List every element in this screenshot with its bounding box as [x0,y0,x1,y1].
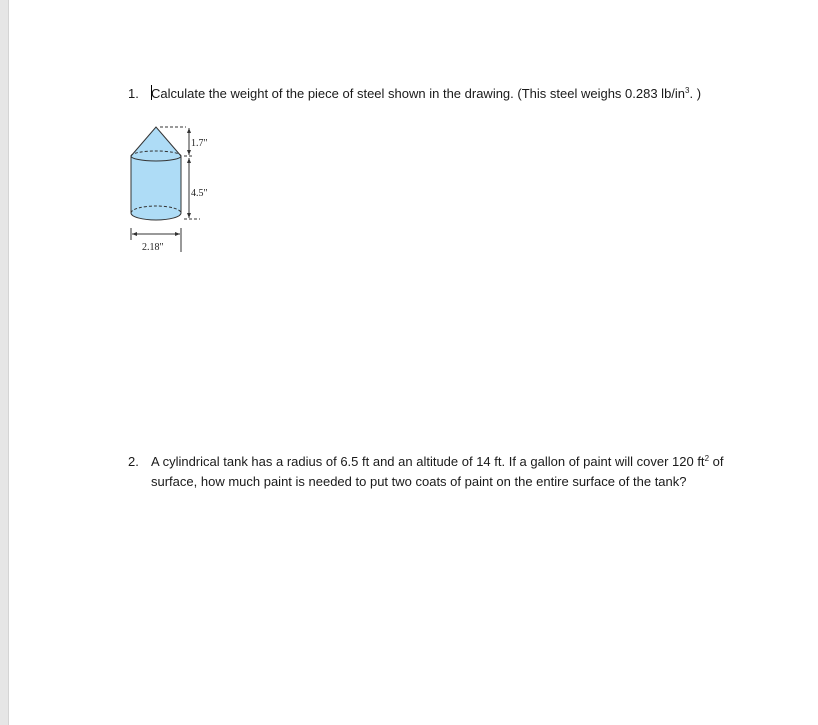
question-1-tail: . ) [689,86,702,101]
cylinder-height-arrow-bottom [187,213,191,218]
question-1-superscript: 3 [685,86,690,95]
cone-height-arrow-top [187,128,191,133]
question-1 [128,84,768,104]
steel-piece-figure [120,118,220,258]
question-2-superscript: 2 [704,454,710,463]
page-left-gutter [0,0,9,725]
diameter-arrow-left [132,232,137,236]
cylinder-height-label: 4.5" [191,188,208,199]
diameter-label: 2.18" [142,242,164,253]
question-1-text[interactable] [151,84,768,104]
question-2-number: 2. [128,454,139,469]
question-1-number: 1. [128,86,139,101]
cone-height-label: 1.7" [191,138,208,149]
steel-piece-drawing [120,118,220,258]
question-1-body: Calculate the weight of the piece of steel shown in the drawing. (This steel weighs 0.283 lb/in [151,86,686,101]
question-2-tail: of surface, how much paint is needed to put two coats of paint on the entire surface of the tank? [151,454,724,489]
question-2-text[interactable] [151,452,728,492]
cylinder-height-arrow-top [187,158,191,163]
cone-height-arrow-bottom [187,150,191,155]
question-2-body: A cylindrical tank has a radius of 6.5 ft and an altitude of 14 ft. If a gallon of paint will cover 120 ft [151,454,705,469]
diameter-arrow-right [175,232,180,236]
question-2 [128,452,728,492]
